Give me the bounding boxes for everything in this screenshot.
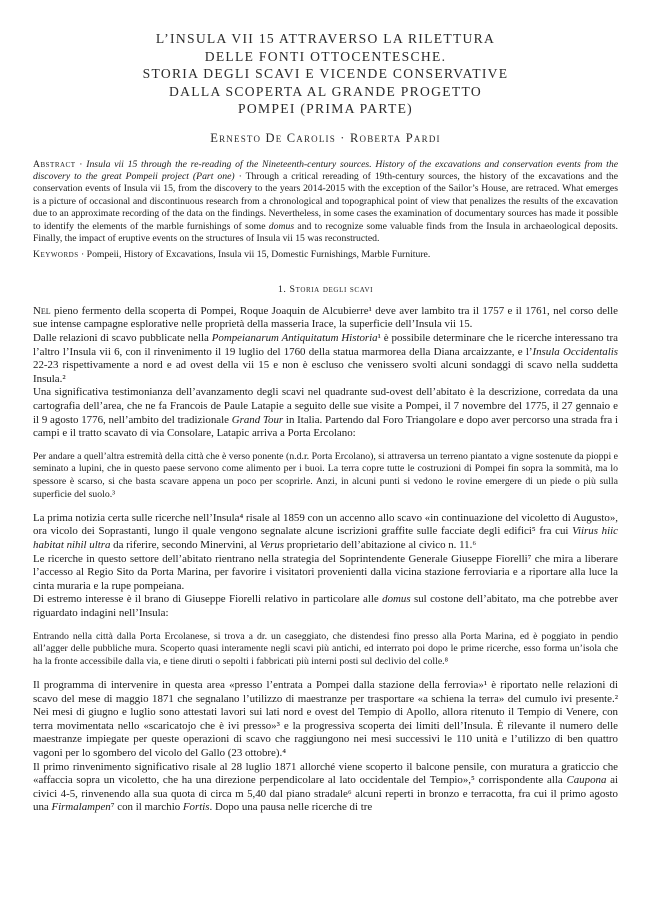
paragraph-text: . Dopo una pausa nelle ricerche di tre (209, 801, 373, 814)
paragraph-text: proprietario dell’abitazione al civico n. 11.⁶ (284, 539, 477, 552)
paragraph-text: ⁷ con il marchio (110, 801, 183, 814)
block-quote: Entrando nella città dalla Porta Ercolanese, si trova a dr. un caseggiato, che distendesi fino presso alla Porta Marina, ed è poggiato in pendio all’agger delle pubbliche mura. Scoperto quasi interamente negli scavi più antichi, ed interrato poi dopo le prime ricerche, esso forma un’isola che ha la fronte accessibile dalla via, e tiene diruti o sepolti i fabbricati più interni posti sul declivio del colle.⁸ (33, 630, 618, 668)
paragraph (33, 305, 618, 332)
italic-term: Firmalampen (51, 801, 111, 814)
italic-inscription: Viirus hiic habitat nihil ultra (33, 525, 619, 552)
title-line: STORIA DEGLI SCAVI E VICENDE CONSERVATIVE (142, 66, 509, 81)
paragraph-text: Dalle relazioni di scavo pubblicate nella (33, 331, 212, 344)
paragraph (33, 512, 618, 553)
paragraph-text: La prima notizia certa sulle ricerche nell’Insula⁴ risale al 1859 con un accenno allo scavo «in continuazione del vicoletto di Augusto», ora vicolo dei Soprastanti, lungo il quale vengono segnalate alcune iscrizioni graffite sulle facciate degli edifici⁵ fra cui (33, 511, 618, 538)
authors: Ernesto De Carolis · Roberta Pardi (210, 130, 441, 145)
paragraph-text: in Italia. Partendo dal Foro Triangolare e dopo aver percorso una strada fra i campi e il tratto scavato di via Consolare, Latapic arriva a Porta Ercolano: (33, 413, 619, 440)
abstract-english-title: Insula vii 15 through the re-reading of the Nineteenth-century sources. History of the excavations and conservation events from the discovery to the great Pompeii project (Part one) (33, 158, 618, 182)
abstract-text-end: and to recognize some valuable finds from the Insula in archaeological deposits. Finally, the impact of eruptive events on the structures of Insula vii 15 was reconstructed. (33, 220, 618, 244)
block-quote: Per andare a quell’altra estremità della città che è verso ponente (n.d.r. Porta Ercolano), si attraversa un terreno piantato a vigne sostenute da pioppi e seminato a lupini, che in questo paese servono come alimento per i buoi. La terra copre tutte le costruzioni di Pompei fin sopra la sommità, ma lo spessore è scarso, si che basta scavare appena un poco per scoprirle. Anzi, in alcuni punti si vedono le rovine emergere di un piede o più sulla superficie del suolo.³ (33, 450, 618, 501)
abstract-label: Abstract (33, 158, 76, 170)
abstract (33, 159, 618, 246)
italic-term: domus (382, 593, 411, 606)
article-body (33, 305, 618, 815)
italic-term: Insula Occidentalis (532, 345, 618, 358)
abstract-sep: · (75, 158, 87, 170)
keywords-text: · Pompeii, History of Excavations, Insula vii 15, Domestic Furnishings, Marble Furniture. (78, 249, 431, 261)
paragraph (33, 386, 618, 440)
paragraph: Le ricerche in questo settore dell’abitato rientrano nella strategia del Soprintendente Generale Giuseppe Fiorelli⁷ che mira a liberare l’accesso al Regio Sito da Porta Marina, per favorire i visitatori provenienti dalla vicina stazione ferroviaria e a riportare alla luce la cinta muraria e la rupe pompeiana. (33, 552, 618, 592)
page (33, 30, 618, 815)
drop-lead: Nel (33, 304, 51, 317)
paragraph-text: da riferire, secondo Minervini, al (110, 539, 260, 552)
paragraph-text: Il primo rinvenimento significativo risale al 28 luglio 1871 allorché viene scoperto il balcone pensile, con muratura a graticcio che «affaccia sopra un vicoletto, che ha una direzione perpendicolare al lato occidentale del Tempio»,⁵ corrispondente alla (33, 760, 618, 787)
italic-term: Verus (259, 539, 285, 552)
keywords (33, 249, 618, 261)
paragraph-text: ¹ è possibile determinare che le ricerche interessano tra l’altro l’Insula vii 6, con il rinvenimento il 19 luglio del 1760 della statua marmorea della Diana arcaizzante, e l’ (33, 331, 618, 358)
italic-term: Fortis (182, 801, 210, 814)
keywords-label: Keywords (33, 249, 79, 261)
italic-title: Pompeianarum Antiquitatum Historia (211, 331, 378, 344)
italic-term: Caupona (566, 774, 607, 787)
title-line: POMPEI (PRIMA PARTE) (238, 101, 413, 116)
paragraph-text: pieno fermento della scoperta di Pompei, Roque Joaquin de Alcubierre¹ deve aver lambito tra il 1757 e il 1761, nel corso delle sue intense campagne esplorative nelle proprietà della masseria Irace, la superficie dell’Insula vii 15. (33, 304, 618, 331)
paragraph (33, 761, 618, 815)
title-line: DELLE FONTI OTTOCENTESCHE. (204, 48, 447, 64)
paragraph-text: ai civici 4-5, rinvenendo alla sua quota di circa m 5,40 dal piano stradale⁶ alcuni reperti in bronzo e terracotta, fra cui il primo agosto una (33, 774, 618, 814)
article-title (33, 30, 618, 118)
paragraph-text: sul costone dell’abitato, ma che potrebbe aver riguardato indagini nell’Insula: (33, 593, 618, 620)
paragraph (33, 593, 618, 620)
title-line: L’INSULA VII 15 ATTRAVERSO LA RILETTURA (155, 31, 496, 46)
paragraph (33, 332, 618, 386)
paragraph: Il programma di intervenire in questa area «presso l’entrata a Pompei dalla stazione della ferrovia»¹ è riportato nelle relazioni di scavo del mese di maggio 1871 che segnalano l’utilizzo di maestranze per trasportare «a schiena la terra» del cumulo ivi presente.² Nei mesi di giugno e luglio sono attestati lavori sui lati nord e ovest del Tempio di Apollo, allora ritenuto il Tempio di Venere, con terra movimentata nello «scaricatojo che è ivi presso»³ e la progressiva scoperta dei limiti dell’Insula. È rilevante il numero delle maestranze impiegate per queste operazioni di scavo che raggiungono nei mesi successivi le 110 unità e l’utilizzo di ben quattro vagoni per lo sgombero del vicolo del Gallo (23 ottobre).⁴ (33, 679, 618, 759)
paragraph-text: 22-23 rispettivamente a nord e ad ovest della vii 15 e non è escluso che venissero svolti alcuni sondaggi di scavo nella suddetta Insula.² (33, 359, 618, 385)
title-line: DALLA SCOPERTA AL GRANDE PROGETTO (169, 83, 482, 99)
paragraph-text: Di estremo interesse è il brano di Giuseppe Fiorelli relativo in particolare alle (33, 593, 383, 606)
paragraph-text: Una significativa testimonianza dell’avanzamento degli scavi nel quadrante sud-ovest dell’abitato è la descrizione, corredata da una cartografia dell’area, che ne fa Francois de Paule Latapie a seguito delle sue visite a Pompei, il 7 novembre del 1775, il 27 gennaio e il 9 agosto 1776, nell’ambito del tradizionale (33, 386, 618, 426)
abstract-text: · Through a critical rereading of 19th-century sources, the history of the excavations and the conservation events of Insula vii 15, from the discovery to the years 2014-2015 with the exception of the Sailor’s House, are retraced. What emerges is a picture of occasional and discontinuous research from a chronological and topographical point of view that penalizes the results of the excavation due to an approximate recording of the data on the findings. Nevertheless, in some cases the examination of documentary sources has made it possible to identify the elements of the marble furnishings of some (33, 170, 618, 232)
section-heading: 1. Storia degli scavi (277, 283, 374, 295)
italic-term: Grand Tour (231, 413, 284, 426)
abstract-italic-term: domus (268, 220, 295, 232)
